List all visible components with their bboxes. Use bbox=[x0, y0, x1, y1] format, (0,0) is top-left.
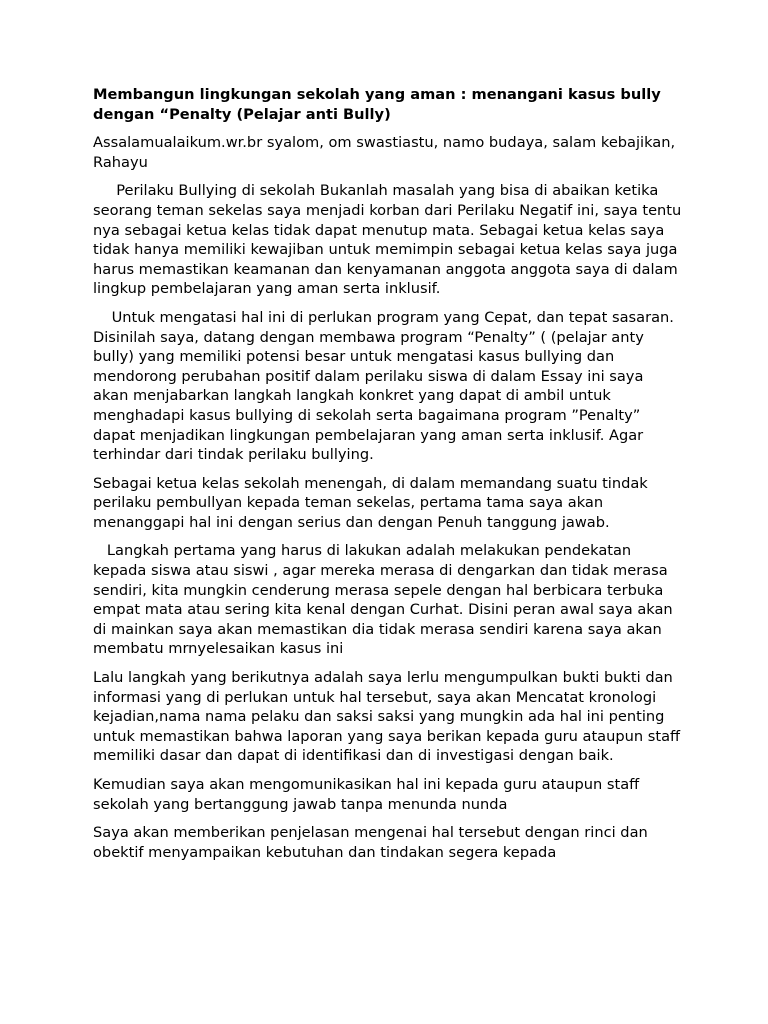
paragraph-gather-evidence: Lalu langkah yang berikutnya adalah saya lerlu mengumpulkan bukti bukti dan informasi yang di perlukan untuk hal tersebut, saya akan Mencatat kronologi kejadian,nama nama pelaku dan saksi saksi yang mungkin ada hal ini penting untuk memastikan bahwa laporan yang saya berikan kepada guru ataupun staff memiliki dasar dan dapat di identifikasi dan di investigasi dengan baik. bbox=[93, 669, 685, 765]
paragraph-first-step: Langkah pertama yang harus di lakukan adalah melakukan pendekatan kepada siswa atau siswi , agar mereka merasa di dengarkan dan tidak merasa sendiri, kita mungkin cenderung merasa sepele dengan hal berbicara terbuka empat mata atau sering kita kenal dengan Curhat. Disini peran awal saya akan di mainkan saya akan memastikan dia tidak merasa sendiri karena saya akan membatu mrnyelesaikan kasus ini bbox=[93, 542, 678, 658]
paragraph-penalty-program: Untuk mengatasi hal ini di perlukan program yang Cepat, dan tepat sasaran. Disinilah saya, datang dengan membawa program “Penalty” ( (pelajar anty bully) yang memiliki potensi besar untuk mengatasi kasus bullying dan mendorong perubahan positif dalam perilaku siswa di dalam Essay ini saya akan menjabarkan langkah langkah konkret yang dapat di ambil untuk menghadapi kasus bullying di sekolah serta bagaimana program ”Penalty” dapat menjadikan lingkungan pembelajaran yang aman serta inklusif. Agar terhindar dari tindak perilaku bullying. bbox=[93, 308, 679, 464]
document-title: Membangun lingkungan sekolah yang aman : menangani kasus bully dengan “Penalty (Pelajar anti Bully) bbox=[93, 86, 661, 123]
paragraph-communicate: Kemudian saya akan mengomunikasikan hal ini kepada guru ataupun staff sekolah yang bertanggung jawab tanpa menunda nunda bbox=[93, 776, 644, 813]
document-body bbox=[93, 85, 686, 862]
paragraph-greeting: Assalamualaikum.wr.br syalom, om swastiastu, namo budaya, salam kebajikan, Rahayu bbox=[93, 134, 680, 171]
paragraph-class-leader-response: Sebagai ketua kelas sekolah menengah, di dalam memandang suatu tindak perilaku pembullyan kepada teman sekelas, pertama tama saya akan menanggapi hal ini dengan serius dan dengan Penuh tanggung jawab. bbox=[93, 474, 653, 531]
paragraph-bullying-intro: Perilaku Bullying di sekolah Bukanlah masalah yang bisa di abaikan ketika seorang teman sekelas saya menjadi korban dari Perilaku Negatif ini, saya tentu nya sebagai ketua kelas tidak dapat menutup mata. Sebagai ketua kelas saya tidak hanya memiliki kewajiban untuk memimpin sebagai ketua kelas saya juga harus memastikan keamanan dan kenyamanan anggota anggota saya di dalam lingkup pembelajaran yang aman serta inklusif. bbox=[93, 182, 686, 298]
paragraph-explanation: Saya akan memberikan penjelasan mengenai hal tersebut dengan rinci dan obektif menyampaikan kebutuhan dan tindakan segera kepada bbox=[93, 824, 653, 861]
